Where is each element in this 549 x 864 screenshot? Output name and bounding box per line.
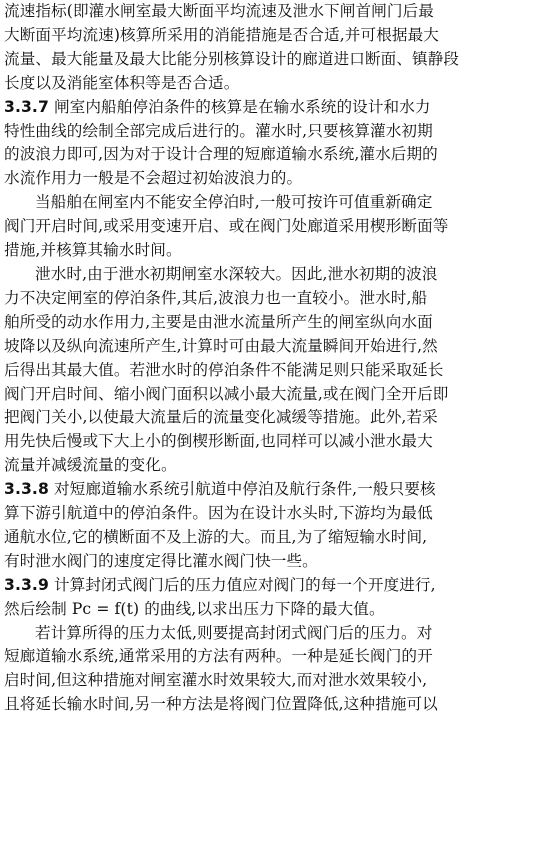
text-line: 舶所受的动水作用力,主要是由泄水流量所产生的闸室纵向水面 bbox=[4, 312, 433, 331]
text-line: 然后绘制 Pc = f(t) 的曲线,以求出压力下降的最大值。 bbox=[4, 599, 385, 618]
text-line: 短廊道输水系统,通常采用的方法有两种。一种是延长阀门的开 bbox=[4, 647, 433, 666]
text-line: 当船舶在闸室内不能安全停泊时,一般可按许可值重新确定 bbox=[35, 193, 433, 212]
text-line bbox=[4, 96, 545, 120]
text-line: 坡降以及纵向流速所产生,计算时可由最大流量瞬间开始进行,然 bbox=[4, 336, 438, 355]
text-line: 长度以及消能室体积等是否合适。 bbox=[4, 73, 240, 92]
text-line: 水流作用力一般是不会超过初始波浪力的。 bbox=[4, 169, 303, 188]
text-line: 有时泄水阀门的速度定得比灌水阀门快一些。 bbox=[4, 551, 318, 570]
text-line: 阀门开启时间,或采用变速开启、或在阀门处廊道采用楔形断面等 bbox=[4, 217, 449, 236]
text-line: 且将延长输水时间,另一种方法是将阀门位置降低,这种措施可以 bbox=[4, 695, 438, 714]
text-line: 算下游引航道中的停泊条件。因为在设计水头时,下游均为最低 bbox=[4, 504, 433, 523]
paragraph-unsafe-berthing bbox=[4, 191, 545, 263]
text-line: 用先快后慢或下大上小的倒楔形断面,也同样可以减小泄水最大 bbox=[4, 432, 433, 451]
section-3-3-7 bbox=[4, 96, 545, 192]
text-line: 流量、最大能量及最大比能分别核算设计的廊道进口断面、镇静段 bbox=[4, 49, 460, 68]
text-line bbox=[4, 574, 545, 598]
text-line: 后得出其最大值。若泄水时的停泊条件不能满足则只能采取延长 bbox=[4, 360, 444, 379]
text-line: 流速指标(即灌水闸室最大断面平均流速及泄水下闸首闸门后最 bbox=[4, 2, 434, 20]
text-line: 阀门开启时间、缩小阀门面积以减小最大流量,或在阀门全开后即 bbox=[4, 384, 449, 403]
text-line: 特性曲线的绘制全部完成后进行的。灌水时,只要核算灌水初期 bbox=[4, 121, 433, 140]
text-line bbox=[4, 478, 545, 502]
text-line: 措施,并核算其输水时间。 bbox=[4, 241, 182, 260]
text-line: 泄水时,由于泄水初期闸室水深较大。因此,泄水初期的波浪 bbox=[35, 264, 438, 283]
text-line: 力不决定闸室的停泊条件,其后,波浪力也一直较小。泄水时,船 bbox=[4, 288, 428, 307]
section-first-line: 计算封闭式阀门后的压力值应对阀门的每一个开度进行, bbox=[48, 575, 436, 594]
text-line: 流量并减缓流量的变化。 bbox=[4, 456, 177, 475]
paragraph-emptying bbox=[4, 263, 545, 478]
text-line: 启时间,但这种措施对闸室灌水时效果较大,而对泄水效果较小, bbox=[4, 671, 428, 690]
paragraph-pressure-low bbox=[4, 622, 545, 718]
text-line: 把阀门关小,以使最大流量后的流量变化减缓等措施。此外,若采 bbox=[4, 408, 438, 427]
text-line: 的波浪力即可,因为对于设计合理的短廊道输水系统,灌水后期的 bbox=[4, 145, 438, 164]
section-number: 3.3.9 bbox=[4, 575, 49, 594]
section-number: 3.3.8 bbox=[4, 480, 49, 499]
text-line: 大断面平均流速)核算所采用的消能措施是否合适,并可根据最大 bbox=[4, 25, 439, 44]
section-first-line: 闸室内船舶停泊条件的核算是在输水系统的设计和水力 bbox=[48, 97, 431, 116]
section-number: 3.3.7 bbox=[4, 97, 49, 116]
section-3-3-8 bbox=[4, 478, 545, 574]
section-first-line: 对短廊道输水系统引航道中停泊及航行条件,一般只要核 bbox=[48, 480, 436, 499]
paragraph-velocity-criteria bbox=[4, 0, 545, 96]
text-line: 若计算所得的压力太低,则要提高封闭式阀门后的压力。对 bbox=[35, 623, 433, 642]
section-3-3-9 bbox=[4, 574, 545, 622]
text-line: 通航水位,它的横断面不及上游的大。而且,为了缩短输水时间, bbox=[4, 527, 428, 546]
